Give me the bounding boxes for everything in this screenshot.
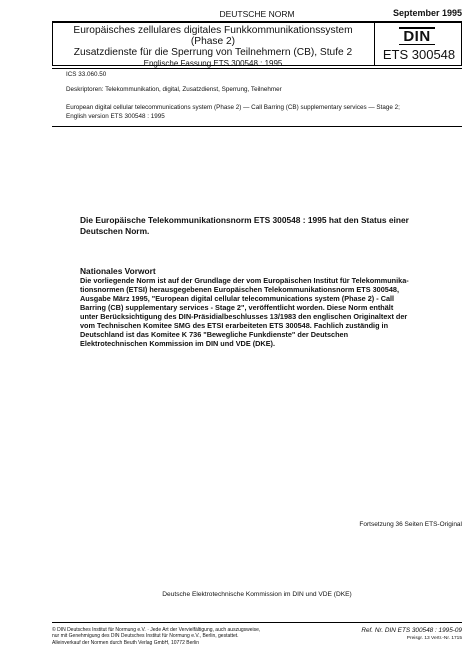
reference-block (361, 627, 462, 642)
divider-footer (52, 622, 462, 623)
title-line-3: Zusatzdienste für die Sperrung von Teilnehmern (CB), Stufe 2 (73, 47, 353, 58)
foreword-line: Ausgabe März 1995, "European digital cellular telecommunications system (Phase 2) - Call (80, 294, 395, 303)
title-line-2: (Phase 2) (190, 36, 236, 47)
foreword-line: Barring (CB) supplementary services - Stage 2", veröffentlicht worden. Diese Norm enthält (80, 303, 394, 312)
foreword-body (80, 276, 462, 348)
ics-code: ICS 33.060.50 (66, 71, 107, 78)
status-line-2: Deutschen Norm. (80, 225, 150, 236)
title-line-1: Europäisches zellulares digitales Funkkommunikationssystem (73, 25, 353, 36)
copyright-line: nur mit Genehmigung des DIN Deutsches Institut für Normung e.V., Berlin, gestattet. (52, 633, 239, 640)
foreword-line: vom Technischen Komitee SMG des ETSI erarbeiteten ETS 300548. Fachlich zuständig in (80, 321, 389, 330)
din-logo (393, 27, 441, 45)
status-statement (80, 215, 462, 236)
divider-meta (52, 126, 462, 127)
continuation-note: Fortsetzung 36 Seiten ETS-Original (359, 521, 462, 528)
logo-text: DIN (403, 27, 431, 45)
publication-date: September 1995 (392, 8, 462, 18)
divider-top (52, 68, 462, 69)
top-bar (52, 8, 462, 21)
descriptors: Deskriptoren: Telekommunikation, digital, Zusatzdienst, Sperrung, Teilnehmer (66, 86, 282, 93)
committee-line: Deutsche Elektrotechnische Kommission im DIN und VDE (DKE) (162, 591, 352, 598)
foreword-line: Die vorliegende Norm ist auf der Grundlage der vom Europäischen Institut für Telekommunika- (80, 276, 409, 285)
title-divider (374, 23, 375, 65)
english-title-line-2: English version ETS 300548 : 1995 (66, 112, 165, 120)
copyright-notice (52, 627, 322, 646)
title-line-4: Englische Fassung ETS 300548 : 1995 (143, 59, 283, 68)
price-group: Preisgr. 13 Vertr.-Nr. 1715 (406, 635, 462, 641)
reference-number: Ref. Nr. DIN ETS 300548 : 1995-09 (361, 627, 462, 634)
document-title (53, 25, 373, 69)
foreword-heading: Nationales Vorwort (80, 266, 156, 276)
foreword-line: Elektrotechnischen Kommission im DIN und VDE (DKE). (80, 339, 276, 348)
english-title (66, 104, 462, 121)
foreword-line: Deutschland ist das Komitee K 736 "Bewegliche Funkdienste" der Deutschen (80, 330, 349, 339)
norm-label: DEUTSCHE NORM (219, 9, 295, 19)
foreword-line: tionsnormen (ETSI) herausgegebenen Europäischen Telekommunikationsnorm ETS 300548, (80, 285, 399, 294)
title-block (52, 21, 462, 66)
copyright-line: © DIN Deutsches Institut für Normung e.V. · Jede Art der Vervielfältigung, auch auszugsweise, (52, 627, 261, 633)
copyright-line: Alleinverkauf der Normen durch Beuth Verlag GmbH, 10772 Berlin (52, 639, 200, 646)
status-line-1: Die Europäische Telekommunikationsnorm ETS 300548 : 1995 hat den Status einer (80, 215, 409, 225)
foreword-line: unter Berücksichtigung des DIN-Präsidialbeschlusses 13/1983 den englischen Originaltext der (80, 312, 408, 321)
document-number: ETS 300548 (382, 47, 456, 62)
english-title-line-1: European digital cellular telecommunications system (Phase 2) — Call Barring (CB) supplementary services — Stage 2; (66, 104, 400, 111)
